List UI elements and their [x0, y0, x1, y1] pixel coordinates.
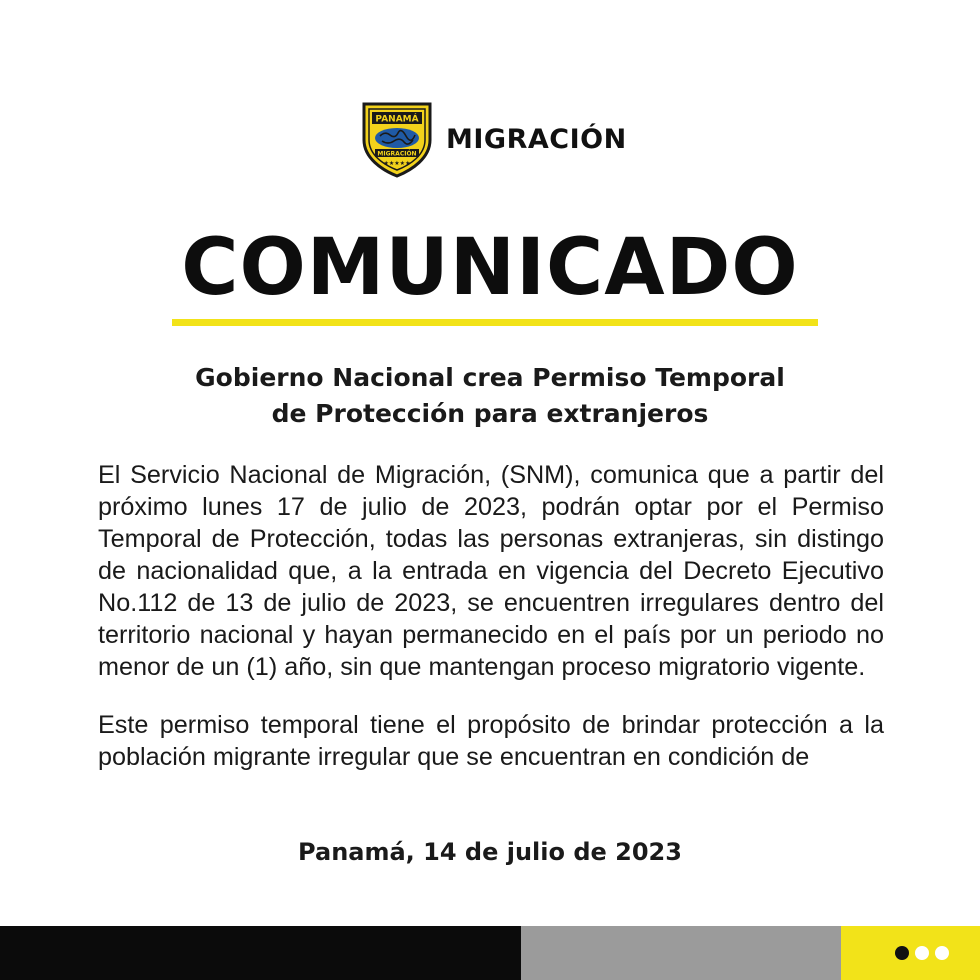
carousel-pagination[interactable]: [895, 946, 949, 960]
date-line: Panamá, 14 de julio de 2023: [298, 838, 682, 866]
subtitle: [0, 360, 980, 432]
subtitle-line-1: Gobierno Nacional crea Permiso Temporal: [195, 363, 785, 392]
pagination-dot[interactable]: [915, 946, 929, 960]
migracion-shield-logo: [360, 100, 434, 178]
page-title: COMUNICADO: [181, 223, 799, 313]
pagination-dot[interactable]: [935, 946, 949, 960]
pagination-dot[interactable]: [895, 946, 909, 960]
body-paragraph-2: Este permiso temporal tiene el propósito de brindar protección a la población migrante irregular que se encuentran en condición de: [98, 711, 884, 771]
svg-text:★★★★★: ★★★★★: [383, 160, 411, 167]
body-paragraph-1: El Servicio Nacional de Migración, (SNM), comunica que a partir del próximo lunes 17 de julio de 2023, podrán optar por el Permiso Temporal de Protección, todas las personas extranjeras, sin distingo de nacionalidad que, a la entrada en vigencia del Decreto Ejecutivo No.112 de 13 de julio de 2023, se encuentren irregulares dentro del territorio nacional y hayan permanecido en el país por un periodo no menor de un (1) año, sin que mantengan proceso migratorio vigente.: [98, 461, 884, 681]
brand-name: MIGRACIÓN: [446, 123, 627, 155]
title-underline: [172, 319, 818, 326]
badge-bottom-text: MIGRACIÓN: [377, 150, 417, 158]
footer-bar-gray: [521, 926, 841, 980]
header-logo: [360, 100, 627, 178]
badge-top-text: PANAMÁ: [375, 114, 419, 125]
subtitle-line-2: de Protección para extranjeros: [271, 399, 709, 428]
footer-bar-black: [0, 926, 521, 980]
